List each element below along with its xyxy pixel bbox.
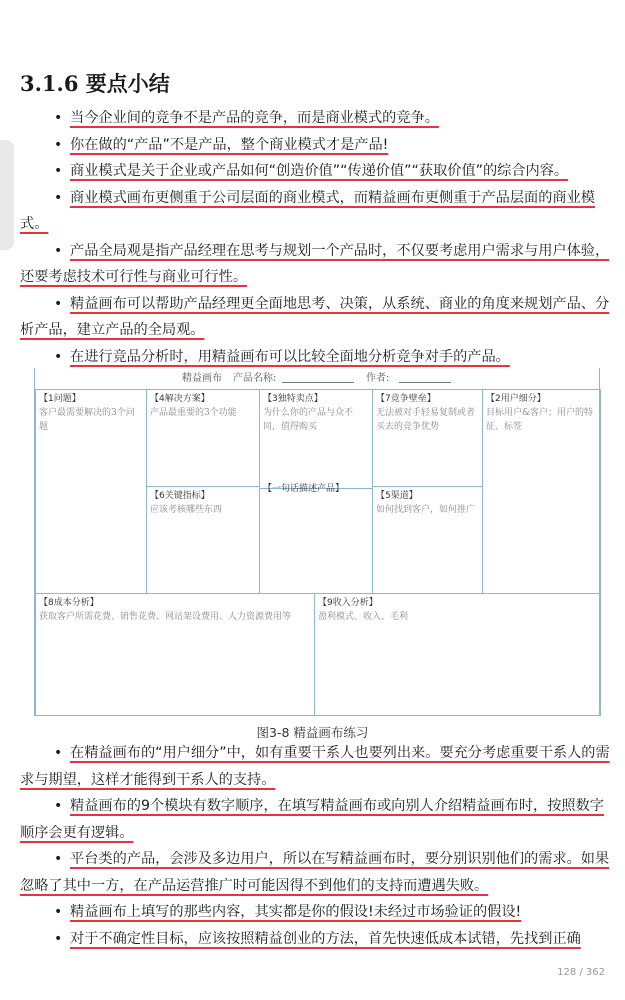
bullet-item: • 平台类的产品，会涉及多边用户，所以在写精益画布时，要分别识别他们的需求。如果忽略了其中一方，在产品运营推广时可能因得不到他们的支持而遭遇失败。 bbox=[20, 846, 610, 899]
bullet-item: • 商业模式是关于企业或产品如何“创造价值”“传递价值”“获取价值”的综合内容。 bbox=[20, 158, 610, 185]
bullet-list-bottom bbox=[20, 740, 610, 952]
cell-unique-value: 【3独特卖点】 为什么你的产品与众不同，值得购买 bbox=[259, 389, 373, 489]
cell-unfair-advantage: 【7竞争壁垒】 无法被对手轻易复制或者买去的竞争优势 bbox=[372, 389, 483, 487]
bullet-item: • 对于不确定性目标，应该按照精益创业的方法，首先快速低成本试错，先找到正确 bbox=[20, 926, 610, 953]
cell-cost-structure: 【8成本分析】 获取客户所需花费、销售花费、网站架设费用、人力资源费用等 bbox=[35, 593, 315, 716]
bullet-item: • 精益画布上填写的那些内容，其实都是你的假设!未经过市场验证的假设! bbox=[20, 899, 610, 926]
section-title: 要点小结 bbox=[85, 71, 170, 96]
bullet-icon: • bbox=[54, 242, 63, 259]
page-number: 128 / 362 bbox=[557, 967, 605, 978]
lean-canvas-figure bbox=[34, 368, 600, 716]
bullet-icon: • bbox=[54, 295, 63, 312]
cell-solution: 【4解决方案】 产品最重要的3个功能 bbox=[146, 389, 260, 487]
section-heading bbox=[20, 68, 170, 98]
cell-key-metrics: 【6关键指标】 应该考核哪些东西 bbox=[146, 486, 260, 594]
bullet-item: • 当今企业间的竞争不是产品的竞争，而是商业模式的竞争。 bbox=[20, 105, 610, 132]
figure-title: 精益画布 bbox=[182, 373, 222, 384]
author-blank bbox=[399, 382, 451, 383]
bullet-icon: • bbox=[54, 163, 63, 179]
bullet-item: • 在精益画布的“用户细分”中，如有重要干系人也要列出来。要充分考虑重要干系人的需求与期望，这样才能得到干系人的支持。 bbox=[20, 740, 610, 793]
bullet-item: • 产品全局观是指产品经理在思考与规划一个产品时，不仅要考虑用户需求与用户体验，还要考虑技术可行性与商业可行性。 bbox=[20, 238, 610, 291]
side-edge-tab[interactable] bbox=[0, 140, 14, 250]
cell-channels: 【5渠道】 如何找到客户，如何推广 bbox=[372, 486, 483, 594]
bullet-icon: • bbox=[54, 348, 63, 365]
bullet-item: • 在进行竞品分析时，用精益画布可以比较全面地分析竞争对手的产品。 bbox=[20, 344, 610, 371]
bullet-icon: • bbox=[54, 930, 63, 947]
figure-header bbox=[35, 368, 599, 389]
bullet-item: • 你在做的“产品”不是产品，整个商业模式才是产品! bbox=[20, 132, 610, 159]
product-name-label: 产品名称: bbox=[233, 373, 277, 384]
figure-caption: 图3-8 精益画布练习 bbox=[256, 725, 369, 740]
cell-problem: 【1问题】 客户最需要解决的3个问题 bbox=[35, 389, 147, 594]
author-label: 作者: bbox=[366, 373, 390, 384]
section-number: 3.1.6 bbox=[20, 71, 79, 96]
cell-customer-segments: 【2用户细分】 目标用户&客户；用户的特征、标签 bbox=[482, 389, 601, 594]
bullet-icon: • bbox=[54, 851, 63, 867]
bullet-item: • 商业模式画布更侧重于公司层面的商业模式，而精益画布更侧重于产品层面的商业模式。 bbox=[20, 185, 610, 238]
bullet-item: • 精益画布可以帮助产品经理更全面地思考、决策，从系统、商业的角度来规划产品、分析产品，建立产品的全局观。 bbox=[20, 291, 610, 344]
bullet-icon: • bbox=[54, 189, 63, 206]
cell-revenue-streams: 【9收入分析】 盈利模式、收入、毛利 bbox=[314, 593, 601, 716]
cell-one-liner: 【一句话描述产品】 bbox=[259, 477, 373, 594]
bullet-item: • 精益画布的9个模块有数字顺序，在填写精益画布或向别人介绍精益画布时，按照数字顺序会更有逻辑。 bbox=[20, 793, 610, 846]
product-name-blank bbox=[282, 382, 354, 383]
bullet-icon: • bbox=[54, 110, 63, 126]
bullet-icon: • bbox=[54, 136, 63, 153]
bullet-list-top bbox=[20, 105, 610, 370]
bullet-icon: • bbox=[54, 904, 63, 920]
bullet-icon: • bbox=[54, 798, 63, 814]
bullet-icon: • bbox=[54, 745, 63, 761]
